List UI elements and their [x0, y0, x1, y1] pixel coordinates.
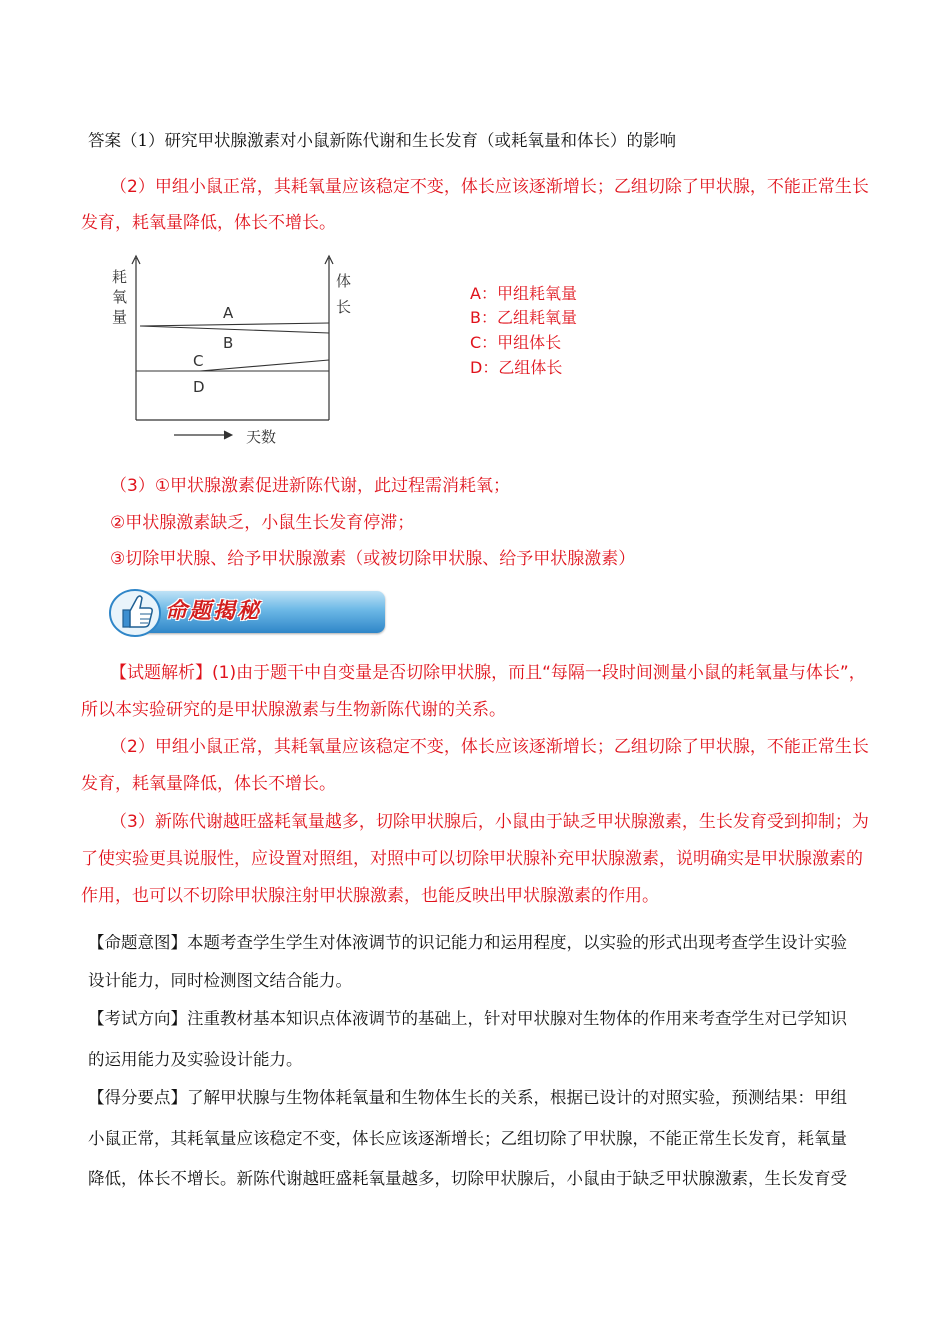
- y-left-char-1: 耗: [112, 268, 128, 286]
- analysis-line-4: 发育，耗氧量降低，体长不增长。: [81, 774, 336, 794]
- analysis-line-7: 作用，也可以不切除甲状腺注射甲状腺激素，也能反映出甲状腺激素的作用。: [81, 886, 659, 906]
- y-right-char-2: 长: [336, 298, 352, 316]
- answer-part2-line2: 发育，耗氧量降低，体长不增长。: [81, 213, 336, 233]
- answer-part2-line1: （2）甲组小鼠正常，其耗氧量应该稳定不变，体长应该逐渐增长；乙组切除了甲状腺，不能正常生长: [110, 177, 869, 197]
- answer-part3-line2: ②甲状腺激素缺乏，小鼠生长发育停滞；: [110, 513, 415, 533]
- y-left-char-3: 量: [112, 308, 128, 326]
- y-right-char-1: 体: [336, 272, 352, 290]
- notes-line-4: 的运用能力及实验设计能力。: [88, 1050, 303, 1069]
- notes-line-3: 【考试方向】注重教材基本知识点体液调节的基础上，针对甲状腺对生物体的作用来考查学生对已学知识: [88, 1009, 847, 1028]
- notes-line-7: 降低，体长不增长。新陈代谢越旺盛耗氧量越多，切除甲状腺后，小鼠由于缺乏甲状腺激素，生长发育受: [88, 1169, 847, 1188]
- notes-line-1: 【命题意图】本题考查学生学生对体液调节的识记能力和运用程度，以实验的形式出现考查学生设计实验: [88, 933, 847, 952]
- analysis-line-5: （3）新陈代谢越旺盛耗氧量越多，切除甲状腺后，小鼠由于缺乏甲状腺激素，生长发育受到抑制；为: [110, 812, 869, 832]
- analysis-line-1: 【试题解析】(1)由于题干中自变量是否切除甲状腺，而且“每隔一段时间测量小鼠的耗氧量与体长”，: [110, 663, 866, 683]
- analysis-line-2: 所以本实验研究的是甲状腺激素与生物新陈代谢的关系。: [81, 700, 506, 720]
- analysis-line-3: （2）甲组小鼠正常，其耗氧量应该稳定不变，体长应该逐渐增长；乙组切除了甲状腺，不能正常生长: [110, 737, 869, 757]
- answer-part3-line1: （3）①甲状腺激素促进新陈代谢，此过程需消耗氧；: [110, 476, 511, 496]
- curve-c: [200, 360, 329, 371]
- curve-label-d: D: [193, 378, 205, 396]
- answer-part3-line3: ③切除甲状腺、给予甲状腺激素（或被切除甲状腺、给予甲状腺激素）: [110, 549, 636, 569]
- answer-line-1: 答案（1）研究甲状腺激素对小鼠新陈代谢和生长发育（或耗氧量和体长）的影响: [88, 131, 676, 150]
- x-axis-label: 天数: [246, 428, 277, 446]
- analysis-line-6: 了使实验更具说服性，应设置对照组，对照中可以切除甲状腺补充甲状腺激素，说明确实是甲状腺激素的: [81, 849, 863, 869]
- notes-line-5: 【得分要点】了解甲状腺与生物体耗氧量和生物体生长的关系，根据已设计的对照实验，预测结果：甲组: [88, 1088, 847, 1107]
- legend-d: D：乙组体长: [470, 358, 563, 377]
- notes-line-2: 设计能力，同时检测图文结合能力。: [88, 971, 352, 990]
- legend-a: A：甲组耗氧量: [470, 284, 577, 303]
- curve-label-c: C: [193, 352, 204, 370]
- thumbs-up-icon: [107, 583, 163, 639]
- curve-a: [140, 323, 329, 326]
- sketch-graph: [100, 250, 360, 450]
- legend-c: C：甲组体长: [470, 333, 562, 352]
- y-left-char-2: 氧: [112, 288, 128, 306]
- curve-label-b: B: [223, 334, 234, 352]
- banner-title: 命题揭秘: [165, 598, 262, 624]
- notes-line-6: 小鼠正常，其耗氧量应该稳定不变，体长应该逐渐增长；乙组切除了甲状腺，不能正常生长发育，耗氧量: [88, 1129, 847, 1148]
- curve-label-a: A: [223, 304, 234, 322]
- section-banner: [107, 583, 387, 639]
- legend-b: B：乙组耗氧量: [470, 308, 577, 327]
- curve-b: [140, 326, 329, 333]
- x-direction-arrowhead: [224, 431, 232, 439]
